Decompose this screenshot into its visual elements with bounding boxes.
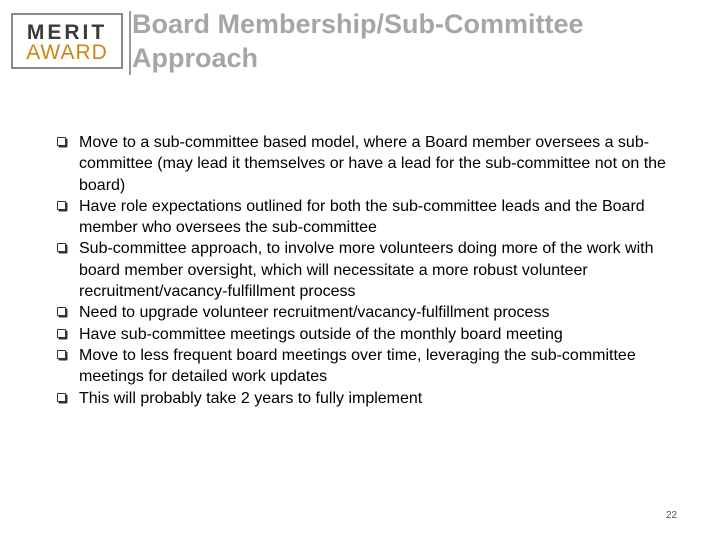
bullet-text: Need to upgrade volunteer recruitment/vacancy-fulfillment process bbox=[79, 304, 550, 322]
merit-award-logo bbox=[11, 13, 123, 69]
checkbox-square-icon bbox=[57, 243, 66, 252]
bullet-item bbox=[57, 388, 667, 409]
slide-number: 22 bbox=[666, 510, 678, 521]
bullet-list bbox=[57, 132, 667, 409]
slide-title: Board Membership/Sub-Committee Approach bbox=[132, 9, 584, 73]
bullet-item bbox=[57, 196, 667, 239]
bullet-text: Move to a sub-committee based model, where a Board member oversees a sub-committee (may lead it themselves or have a lead for the sub-committee not on the board) bbox=[79, 134, 666, 194]
checkbox-square-icon bbox=[57, 137, 66, 146]
bullet-text: Move to less frequent board meetings over time, leveraging the sub-committee meetings for detailed work updates bbox=[79, 346, 636, 386]
bullet-text: Sub-committee approach, to involve more volunteers doing more of the work with board member oversight, which will necessitate a more robust volunteer recruitment/vacancy-fulfillment process bbox=[79, 240, 654, 301]
bullet-text: This will probably take 2 years to fully implement bbox=[79, 389, 423, 407]
checkbox-square-icon bbox=[57, 329, 66, 338]
bullet-item bbox=[57, 132, 667, 196]
checkbox-square-icon bbox=[57, 307, 66, 316]
bullet-item bbox=[57, 345, 667, 388]
logo-line-award: AWARD bbox=[26, 41, 108, 64]
checkbox-square-icon bbox=[57, 201, 66, 210]
bullet-text: Have role expectations outlined for both the sub-committee leads and the Board member who oversees the sub-committee bbox=[79, 197, 645, 237]
bullet-item bbox=[57, 324, 667, 345]
title-divider bbox=[129, 11, 131, 75]
bullet-text: Have sub-committee meetings outside of the monthly board meeting bbox=[79, 325, 563, 343]
checkbox-square-icon bbox=[57, 350, 66, 359]
bullet-item bbox=[57, 302, 667, 323]
logo-line-merit: MERIT bbox=[26, 21, 108, 44]
bullet-item bbox=[57, 238, 667, 302]
checkbox-square-icon bbox=[57, 393, 66, 402]
